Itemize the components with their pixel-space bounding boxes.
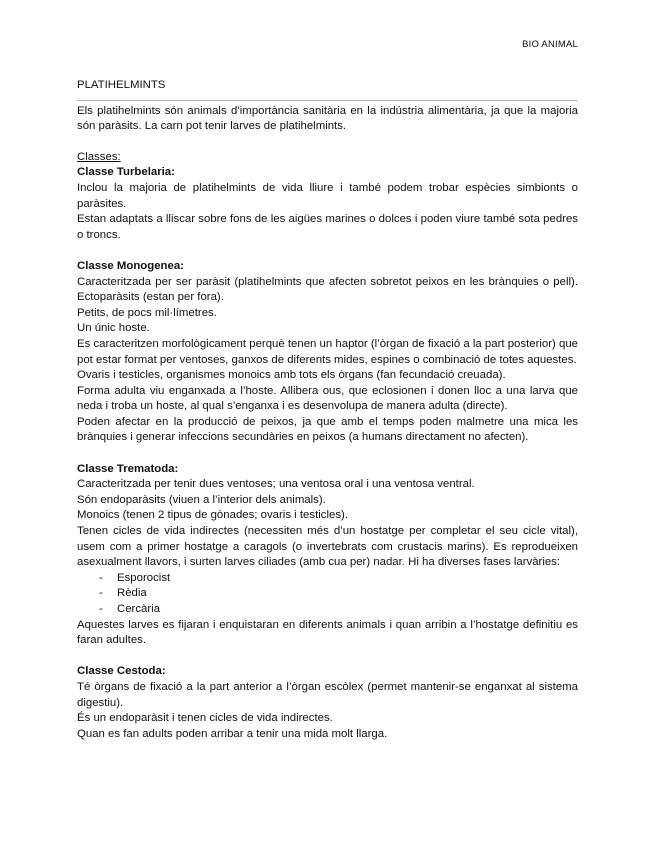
paragraph: Es caracteritzen morfològicament perquè tenen un haptor (l’òrgan de fixació a la part posterior) que pot estar format per ventoses, ganxos de diferents mides, espines o combinació de totes aquestes. <box>77 337 578 366</box>
larval-stages-list <box>77 571 578 618</box>
document-title: PLATIHELMINTS <box>77 79 166 91</box>
section-trematoda <box>77 462 578 649</box>
page-header: BIO ANIMAL <box>522 39 578 50</box>
section-title: Classe Monogenea: <box>77 259 184 272</box>
paragraph: Ovaris i testicles, organismes monoics amb tots els òrgans (fan fecundació creuada). <box>77 369 506 382</box>
paragraph: Poden afectar en la producció de peixos, ja que amb el temps poden malmetre una mica les brànquies i generar infeccions secundàries en peixos (a humans directament no afecten). <box>77 415 578 444</box>
title-divider <box>77 100 578 101</box>
list-item: - Cercària <box>99 602 578 618</box>
document-body <box>77 78 578 758</box>
section-title: Classe Cestoda: <box>77 665 166 678</box>
paragraph: Monoics (tenen 2 tipus de gònades; ovaris i testicles). <box>77 509 348 522</box>
paragraph: Caracteritzada per ser paràsit (platihelmints que afecten sobretot peixos en les brànquies o pell). Ectoparàsits (estan per fora). <box>77 275 578 304</box>
section-cestoda <box>77 664 578 742</box>
paragraph: Aquestes larves es fijaran i enquistaran en diferents animals i quan arribin a l’hostatge definitiu es faran adultes. <box>77 618 578 647</box>
paragraph: Estan adaptats a lliscar sobre fons de les aigües marines o dolces i poden viure també sota pedres o troncs. <box>77 213 578 241</box>
paragraph: Quan es fan adults poden arribar a tenir una mida molt llarga. <box>77 727 388 740</box>
paragraph: És un endoparàsit i tenen cicles de vida indirectes. <box>77 712 333 725</box>
paragraph: Inclou la majoria de platihelmints de vida lliure i també podem trobar espècies simbionts o paràsites. <box>77 181 578 210</box>
list-item: - Rèdia <box>99 586 578 602</box>
section-monogenea <box>77 259 578 446</box>
classes-label: Classes: <box>77 150 121 163</box>
section-turbelaria <box>77 165 578 243</box>
paragraph: Forma adulta viu enganxada a l’hoste. Allibera ous, que eclosionen i donen lloc a una larva que neda i troba un hoste, al qual s’enganxa i es desenvolupa de manera adulta (directe). <box>77 384 578 413</box>
paragraph: Caracteritzada per tenir dues ventoses; una ventosa oral i una ventosa ventral. <box>77 478 475 491</box>
paragraph: Petits, de pocs mil·límetres. <box>77 306 217 319</box>
section-title: Classe Trematoda: <box>77 462 179 475</box>
intro-paragraph: Els platihelmints són animals d’importància sanitària en la indústria alimentària, ja que la majoria són paràsits. La carn pot tenir larves de platihelmints. <box>77 104 578 133</box>
section-title: Classe Turbelaria: <box>77 166 175 179</box>
paragraph: Té òrgans de fixació a la part anterior a l’òrgan escòlex (permet mantenir-se enganxat al sistema digestiu). <box>77 680 578 709</box>
paragraph: Un únic hoste. <box>77 322 150 335</box>
list-item: - Esporocist <box>99 571 578 587</box>
paragraph: Tenen cicles de vida indirectes (necessiten més d’un hostatge per completar el seu cicle vital), usem com a primer hostatge a caragols (o invertebrats com crustacis marins). Es reprodueixen asexualment llavors, i surten larves ciliades (amb cua per) nadar. Hi ha diverses fases larvàries: <box>77 525 578 569</box>
paragraph: Són endoparàsits (viuen a l’interior dels animals). <box>77 493 326 506</box>
